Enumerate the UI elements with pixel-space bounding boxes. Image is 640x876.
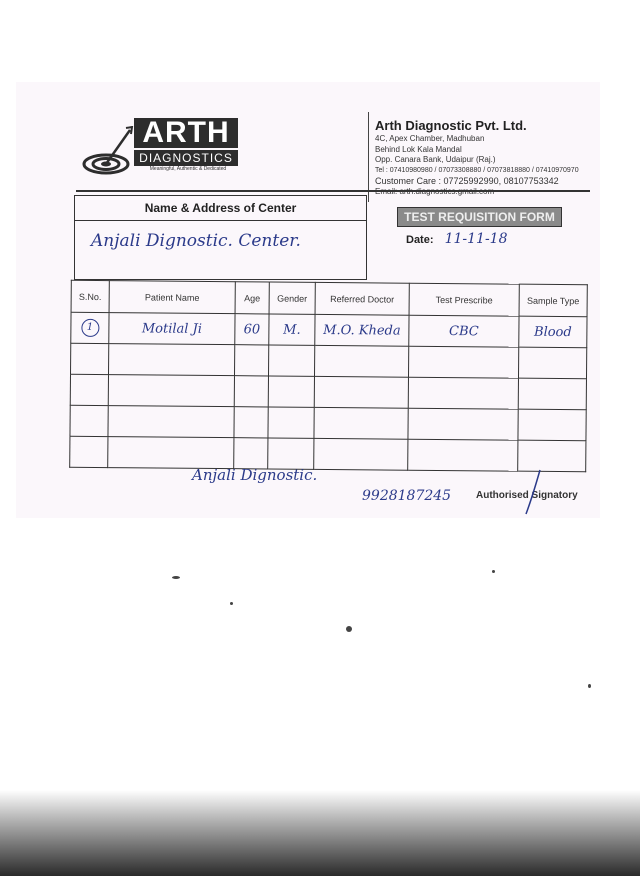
column-header: Gender [269,282,315,314]
logo-tagline: Meaningful, Authentic & Dedicated [149,166,227,172]
sample-cell[interactable]: Blood [519,316,587,348]
column-header: Patient Name [109,281,235,314]
empty-cell[interactable] [408,346,518,378]
doctor-cell[interactable]: M.O. Kheda [315,314,409,346]
empty-cell[interactable] [71,343,109,374]
table-row [71,343,587,378]
company-details [375,118,605,197]
empty-cell[interactable] [518,440,586,472]
signature-stroke [520,468,550,518]
empty-cell[interactable] [108,375,234,407]
empty-cell[interactable] [518,378,586,410]
authorised-signatory-label: Authorised Signatory [476,490,578,501]
empty-cell[interactable] [268,376,314,407]
address-line: Behind Lok Kala Mandal [375,144,462,154]
empty-cell[interactable] [314,376,408,408]
logo-subtitle: DIAGNOSTICS [134,150,238,166]
address-line: Opp. Canara Bank, Udaipur (Raj.) [375,155,496,164]
center-name-field[interactable]: Anjali Dignostic. Center. [91,231,301,251]
speck [588,684,591,688]
scan-shadow [0,790,640,876]
column-header: Referred Doctor [315,282,409,315]
test-cell[interactable]: CBC [409,315,519,347]
empty-cell[interactable] [408,439,518,471]
empty-cell[interactable] [108,406,234,438]
column-header: Sample Type [519,284,587,317]
empty-cell[interactable] [268,438,314,469]
empty-cell[interactable] [234,345,268,376]
empty-cell[interactable] [109,344,235,376]
company-logo [82,116,242,176]
date-field[interactable]: 11-11-18 [444,231,508,247]
company-name: Arth Diagnostic Pvt. Ltd. [375,118,527,133]
telephone-numbers: Tel : 07410980980 / 07073308880 / 07073818880 / 07410970970 [375,166,579,174]
empty-cell[interactable] [234,376,268,407]
empty-cell[interactable] [314,438,408,470]
center-signature: Anjali Dignostic. [192,466,318,484]
logo-wordmark: ARTH [134,118,238,148]
empty-cell[interactable] [518,347,586,379]
center-heading: Name & Address of Center [75,196,366,221]
column-header: Age [235,282,269,314]
empty-cell[interactable] [234,407,268,438]
empty-cell[interactable] [108,437,234,469]
empty-cell[interactable] [234,438,268,469]
table-row [70,436,586,472]
form-title: TEST REQUISITION FORM [397,207,562,227]
target-logo-icon [82,126,134,176]
address-line: 4C, Apex Chamber, Madhuban [375,134,485,143]
empty-cell[interactable] [268,407,314,438]
patient-name-cell[interactable]: Motilal Ji [109,313,235,345]
header-rule [76,190,590,192]
customer-care: Customer Care : 07725992990, 08107753342 [375,176,559,186]
empty-cell[interactable] [314,407,408,439]
gender-cell[interactable]: M. [269,314,315,345]
serial-number: 1 [81,319,99,337]
patient-table [69,280,588,473]
empty-cell[interactable] [408,377,518,409]
empty-cell[interactable] [268,345,314,376]
empty-cell[interactable] [70,405,108,436]
column-header: S.No. [71,280,109,312]
sno-cell[interactable] [71,312,109,343]
speck [230,602,233,605]
header-divider [368,112,369,202]
table-row [71,312,587,347]
speck [492,570,495,573]
table-row [70,405,586,440]
empty-cell[interactable] [408,408,518,440]
date-row [406,231,507,247]
age-cell[interactable]: 60 [235,314,269,345]
table-row [70,374,586,409]
column-header: Test Prescribe [409,283,519,316]
empty-cell[interactable] [518,409,586,441]
speck [346,626,352,632]
table-header-row [71,280,587,317]
center-box [74,195,367,280]
date-label: Date: [406,234,434,246]
speck [172,576,180,579]
empty-cell[interactable] [70,374,108,405]
phone-number: 9928187245 [362,488,452,504]
empty-cell[interactable] [314,345,408,377]
empty-cell[interactable] [70,436,108,467]
